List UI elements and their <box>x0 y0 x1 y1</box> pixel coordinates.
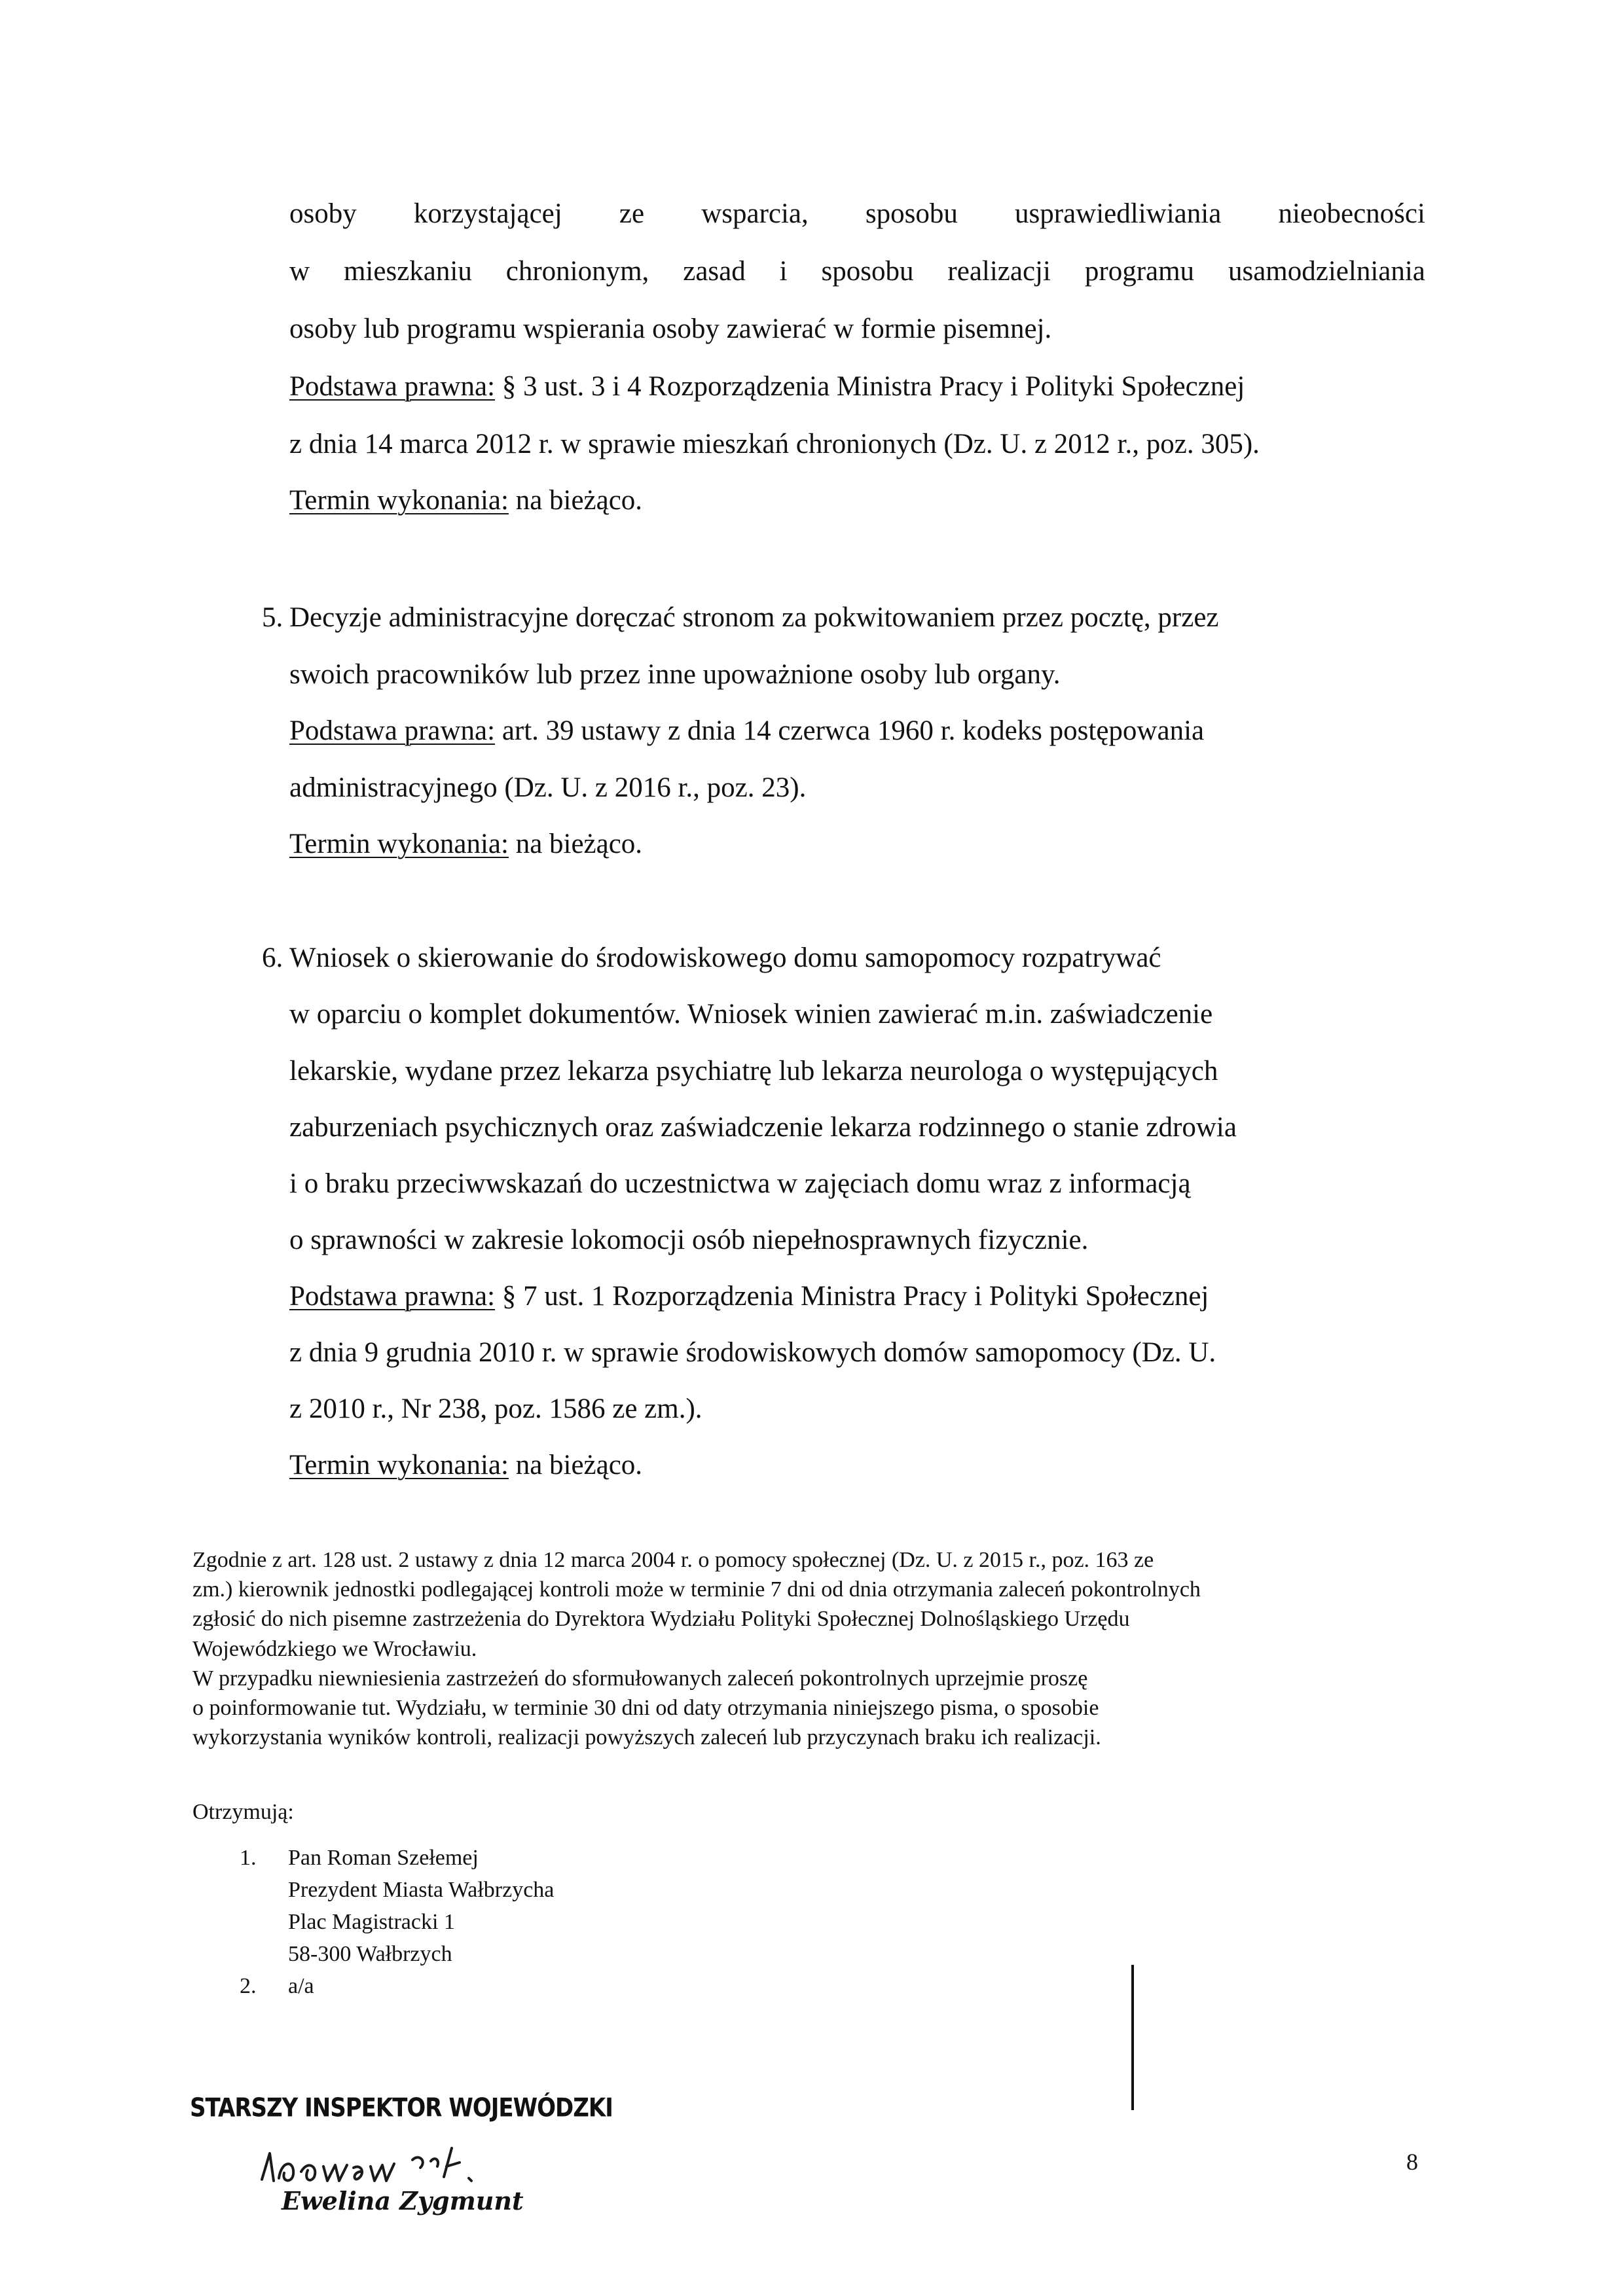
legal-basis-label: Podstawa prawna: <box>289 1281 496 1312</box>
recipient-1-number: 1. <box>240 1846 257 1870</box>
item-6-line-3: lekarskie, wydane przez lekarza psychiatrę lub lekarza neurologa o występujących <box>289 1056 1218 1086</box>
deadline-label: Termin wykonania: <box>289 1450 509 1480</box>
item-6-line-1: Wniosek o skierowanie do środowiskowego domu samopomocy rozpatrywać <box>289 942 1161 973</box>
para-line-2 <box>289 257 1425 285</box>
item-6-line-5: i o braku przeciwwskazań do uczestnictwa w zajęciach domu wraz z informacją <box>289 1168 1191 1199</box>
para-line-2-word: zasad <box>683 256 746 287</box>
recipient-1-line-2: Prezydent Miasta Wałbrzycha <box>288 1878 555 1902</box>
legal-basis-label: Podstawa prawna: <box>289 715 496 746</box>
para-line-2-word: usamodzielniania <box>1228 256 1425 287</box>
deadline-value: na bieżąco. <box>515 485 643 516</box>
signatory-name: Ewelina Zygmunt <box>282 2186 524 2215</box>
deadline-line <box>289 486 642 514</box>
legal-basis-text: § 3 ust. 3 i 4 Rozporządzenia Ministra Pracy i Polityki Społecznej <box>501 371 1245 402</box>
closing-line-6: o poinformowanie tut. Wydziału, w terminie 30 dni od daty otrzymania niniejszego pisma, o sposobie <box>192 1696 1099 1720</box>
para-line-1-word: sposobu <box>865 198 958 229</box>
item-6-basis <box>289 1282 1209 1310</box>
deadline-value: na bieżąco. <box>515 1450 643 1480</box>
para-line-2-word: programu <box>1084 256 1195 287</box>
para-line-1-word: usprawiedliwiania <box>1015 198 1222 229</box>
deadline-label: Termin wykonania: <box>289 485 509 516</box>
item-6-number: 6. <box>262 942 283 973</box>
margin-vertical-line <box>1131 1965 1134 2110</box>
para-line-2-word: sposobu <box>821 256 914 287</box>
para-line-2-word: i <box>779 256 788 287</box>
para-line-1-word: korzystającej <box>413 198 562 229</box>
legal-basis-text: art. 39 ustawy z dnia 14 czerwca 1960 r. kodeks postępowania <box>501 715 1205 746</box>
para-line-1 <box>289 200 1425 228</box>
item-5-line-2: swoich pracowników lub przez inne upoważnione osoby lub organy. <box>289 659 1061 690</box>
para-line-1-word: wsparcia, <box>701 198 809 229</box>
item-5-basis-2: administracyjnego (Dz. U. z 2016 r., poz. 23). <box>289 772 807 803</box>
recipient-2-number: 2. <box>240 1974 257 1998</box>
legal-basis-line-2: z dnia 14 marca 2012 r. w sprawie mieszkań chronionych (Dz. U. z 2012 r., poz. 305). <box>289 429 1260 459</box>
item-6-line-6: o sprawności w zakresie lokomocji osób niepełnosprawnych fizycznie. <box>289 1225 1089 1255</box>
item-6-deadline <box>289 1451 642 1479</box>
closing-line-1: Zgodnie z art. 128 ust. 2 ustawy z dnia 12 marca 2004 r. o pomocy społecznej (Dz. U. z 2015 r., poz. 163 ze <box>192 1548 1154 1572</box>
recipient-2-text: a/a <box>288 1974 314 1998</box>
recipient-1-line-1: Pan Roman Szełemej <box>288 1846 479 1870</box>
closing-line-7: wykorzystania wyników kontroli, realizacji powyższych zaleceń lub przyczynach braku ich realizacji. <box>192 1725 1101 1749</box>
recipient-1-line-4: 58-300 Wałbrzych <box>288 1942 452 1966</box>
item-6-line-2: w oparciu o komplet dokumentów. Wniosek winien zawierać m.in. zaświadczenie <box>289 999 1213 1030</box>
item-6-basis-3: z 2010 r., Nr 238, poz. 1586 ze zm.). <box>289 1393 702 1424</box>
page-number: 8 <box>1406 2149 1418 2175</box>
para-line-2-word: mieszkaniu <box>343 256 472 287</box>
para-line-2-word: w <box>289 256 310 287</box>
item-5-number: 5. <box>262 602 283 633</box>
recipients-heading: Otrzymują: <box>192 1800 294 1824</box>
item-5-line-1: Decyzje administracyjne doręczać stronom za pokwitowaniem przez pocztę, przez <box>289 602 1219 633</box>
item-5-basis <box>289 717 1204 745</box>
para-line-1-word: ze <box>619 198 645 229</box>
official-stamp-title: STARSZY INSPEKTOR WOJEWÓDZKI <box>190 2093 613 2123</box>
closing-line-2: zm.) kierownik jednostki podlegającej kontroli może w terminie 7 dni od dnia otrzymania zaleceń pokontrolnych <box>192 1577 1201 1602</box>
para-line-1-word: nieobecności <box>1278 198 1425 229</box>
deadline-value: na bieżąco. <box>515 829 643 859</box>
handwritten-signature <box>255 2140 530 2193</box>
para-line-3: osoby lub programu wspierania osoby zawierać w formie pisemnej. <box>289 314 1052 344</box>
legal-basis-text: § 7 ust. 1 Rozporządzenia Ministra Pracy i Polityki Społecznej <box>501 1281 1209 1312</box>
item-6-basis-2: z dnia 9 grudnia 2010 r. w sprawie środowiskowych domów samopomocy (Dz. U. <box>289 1337 1216 1368</box>
closing-line-5: W przypadku niewniesienia zastrzeżeń do sformułowanych zaleceń pokontrolnych uprzejmie proszę <box>192 1666 1088 1691</box>
closing-line-4: Wojewódzkiego we Wrocławiu. <box>192 1637 477 1661</box>
item-6-line-4: zaburzeniach psychicznych oraz zaświadczenie lekarza rodzinnego o stanie zdrowia <box>289 1112 1237 1143</box>
recipient-1-line-3: Plac Magistracki 1 <box>288 1910 455 1934</box>
para-line-2-word: realizacji <box>947 256 1051 287</box>
para-line-2-word: chronionym, <box>505 256 649 287</box>
legal-basis-label: Podstawa prawna: <box>289 371 496 402</box>
legal-basis-line <box>289 372 1245 401</box>
closing-line-3: zgłosić do nich pisemne zastrzeżenia do Dyrektora Wydziału Polityki Społecznej Dolnośląskiego Urzędu <box>192 1607 1130 1631</box>
item-5-deadline <box>289 830 642 858</box>
para-line-1-word: osoby <box>289 198 357 229</box>
deadline-label: Termin wykonania: <box>289 829 509 859</box>
